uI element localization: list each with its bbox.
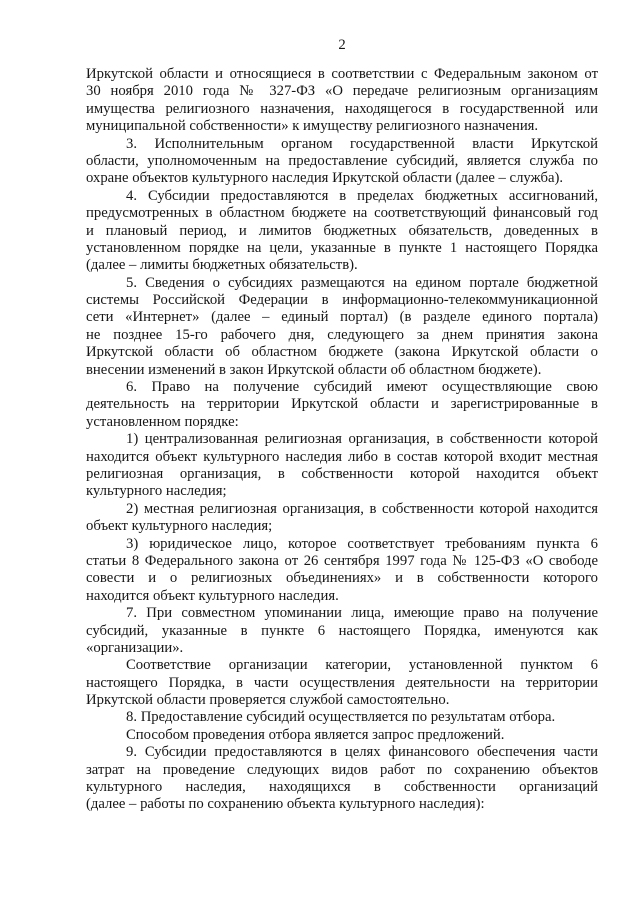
text-line: статьи 8 Федерального закона от 26 сентября 1997 года № 125-ФЗ «О свободе [86, 552, 598, 569]
clause-4 [86, 188, 598, 275]
text-line: внесении изменений в закон Иркутской области об областном бюджете). [86, 361, 542, 378]
text-line: объект культурного наследия; [86, 518, 273, 535]
text-line: (далее – работы по сохранению объекта культурного наследия): [86, 796, 485, 813]
paragraph-continuation [86, 66, 598, 136]
clause-6-item-2 [86, 501, 598, 536]
text-line: системы Российской Федерации в информационно-телекоммуникационной [86, 292, 598, 309]
text-line: Иркутской области об областном бюджете (закона Иркутской области о [86, 344, 598, 361]
text-line: не позднее 15-го рабочего дня, следующего за днем принятия закона [86, 326, 598, 343]
text-line: находится объект культурного наследия либо в состав которой входит местная [86, 448, 598, 465]
text-line: и плановый период, и лимитов бюджетных обязательств, доведенных в [86, 222, 598, 239]
text-line: «организации». [86, 639, 184, 656]
text-line: находится объект культурного наследия. [86, 587, 339, 604]
text-line: 3. Исполнительным органом государственной власти Иркутской [126, 135, 598, 152]
clause-3 [86, 136, 598, 188]
text-line: установленном порядке: [86, 413, 239, 430]
clause-7 [86, 605, 598, 657]
text-line: Соответствие организации категории, установленной пунктом 6 [126, 657, 598, 674]
text-line: Способом проведения отбора является запрос предложений. [126, 726, 505, 743]
text-line: 7. При совместном упоминании лица, имеющие право на получение [126, 605, 598, 622]
text-line: предусмотренных в областном бюджете на соответствующий финансовый год [86, 205, 598, 222]
text-line: 30 ноября 2010 года № 327-ФЗ «О передаче религиозным организациям [86, 83, 598, 100]
text-line: культурного наследия, находящихся в собственности организаций [86, 779, 598, 796]
text-line: субсидий, указанные в пункте 6 настоящего Порядка, именуются как [86, 622, 598, 639]
clause-9 [86, 744, 598, 814]
text-line: 4. Субсидии предоставляются в пределах бюджетных ассигнований, [126, 187, 598, 204]
clause-6 [86, 379, 598, 431]
text-line: настоящего Порядка, в части осуществления деятельности на территории [86, 674, 598, 691]
text-line: культурного наследия; [86, 483, 227, 500]
text-line: 1) централизованная религиозная организация, в собственности которой [126, 431, 598, 448]
text-line: охране объектов культурного наследия Иркутской области (далее – служба). [86, 170, 564, 187]
clause-7-category-check [86, 657, 598, 709]
text-line: имущества религиозного назначения, находящегося в государственной или [86, 100, 598, 117]
clause-5 [86, 275, 598, 379]
text-line: 3) юридическое лицо, которое соответствует требованиям пункта 6 [126, 535, 598, 552]
document-body [86, 66, 598, 814]
page-number: 2 [338, 37, 346, 53]
text-line: религиозная организация, в собственности которой находится объект [86, 465, 598, 482]
text-line: Иркутской области проверяется службой самостоятельно. [86, 692, 450, 709]
text-line: затрат на проведение следующих видов работ по сохранению объектов [86, 761, 598, 778]
clause-6-item-1 [86, 431, 598, 501]
text-line: 8. Предоставление субсидий осуществляется по результатам отбора. [126, 709, 556, 726]
clause-8 [86, 709, 598, 726]
clause-6-item-3 [86, 536, 598, 606]
text-line: деятельность на территории Иркутской области и зарегистрированные в [86, 396, 598, 413]
text-line: области, уполномоченным на предоставление субсидий, является служба по [86, 152, 598, 169]
text-line: Иркутской области и относящиеся в соответствии с Федеральным законом от [86, 66, 598, 82]
text-line: 2) местная религиозная организация, в собственности которой находится [126, 500, 598, 517]
text-line: 6. Право на получение субсидий имеют осуществляющие свою [126, 379, 598, 396]
text-line: сети «Интернет» (далее – единый портал) (в разделе единого портала) [86, 309, 598, 326]
text-line: (далее – лимиты бюджетных обязательств). [86, 257, 358, 274]
text-line: 5. Сведения о субсидиях размещаются на едином портале бюджетной [126, 274, 598, 291]
clause-8-selection-method [86, 727, 598, 744]
text-line: установленном порядке на цели, указанные в пункте 1 настоящего Порядка [86, 239, 598, 256]
text-line: 9. Субсидии предоставляются в целях финансового обеспечения части [126, 744, 598, 761]
text-line: совести и о религиозных объединениях» и в собственности которого [86, 570, 598, 587]
text-line: муниципальной собственности» к имуществу религиозного назначения. [86, 118, 539, 135]
